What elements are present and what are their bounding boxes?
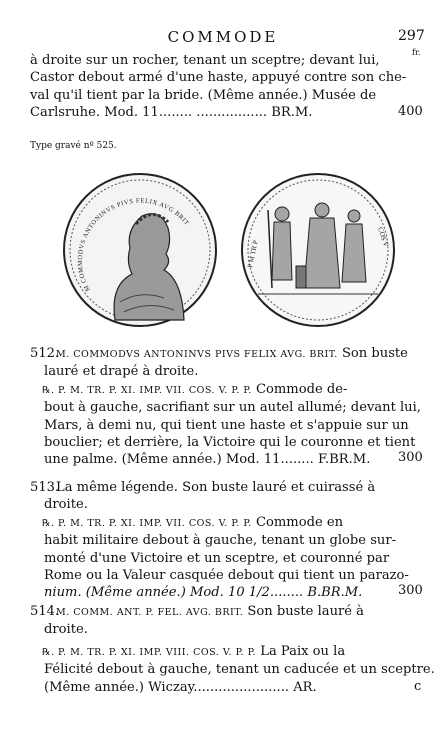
coin-obverse-image <box>60 170 220 330</box>
text-line: une palme. (Même année.) Mod. 11........ F.BR.M. <box>44 452 371 468</box>
reverse-legend: ℞. P. M. TR. P. XI. IMP. VII. COS. V. P. P. <box>42 384 252 396</box>
coin-reverse-legend-left: P M TR P <box>246 239 260 269</box>
entry-number: 512. <box>30 346 60 361</box>
entry-number: 514. <box>30 604 60 619</box>
entry-heading-line: droite. <box>44 497 88 513</box>
coin-reverse-legend-right: COS V <box>376 226 390 248</box>
type-note: Type gravé nº 525. <box>30 141 117 151</box>
entry-heading: Son buste lauré à <box>247 604 364 619</box>
text-line: bouclier; et derrière, la Victoire qui le couronne et tient <box>44 435 416 451</box>
coin-reverse-image <box>238 170 398 330</box>
text-line: Castor debout armé d'une haste, appuyé contre son che- <box>30 70 407 86</box>
entry-heading: Son buste <box>341 346 408 361</box>
price: c <box>414 679 422 694</box>
text-line: Rome ou la Valeur casquée debout qui tient un parazo- <box>44 568 409 584</box>
price: 300 <box>398 583 423 598</box>
catalog-entry-514 <box>30 603 435 696</box>
entry-heading-line: droite. <box>44 622 88 638</box>
text-line: nium. (Même année.) Mod. 10 1/2........ B.BR.M. <box>44 585 363 601</box>
running-head: COMMODE <box>167 28 279 46</box>
entry-heading-line: lauré et drapé à droite. <box>44 364 199 380</box>
entry-heading: La même légende. Son buste lauré et cuirassé à <box>56 480 376 495</box>
text-line: Félicité debout à gauche, tenant un caducée et un sceptre. <box>44 662 435 678</box>
catalog-entry-513 <box>30 479 409 602</box>
coin-obverse-legend: M COMMODVS ANTONINVS PIVS FELIX AVG BRIT <box>76 197 191 293</box>
currency-unit: fr. <box>412 48 421 57</box>
top-entry <box>30 52 407 122</box>
text-line: Carlsruhe. Mod. 11........ ................. BR.M. <box>30 105 313 121</box>
entry-legend: M. COMMODVS ANTONINVS PIVS FELIX AVG. BRIT. <box>56 349 338 360</box>
reverse-legend: ℞. P. M. TR. P. XI. IMP. VIII. COS. V. P. P. <box>42 646 257 658</box>
text-line: monté d'une Victoire et un sceptre, et couronné par <box>44 550 390 566</box>
text-line: à droite sur un rocher, tenant un sceptre; devant lui, <box>30 53 380 68</box>
text-line: val qu'il tient par la bride. (Même année.) Musée de <box>30 87 377 103</box>
text-line: bout à gauche, sacrifiant sur un autel allumé; devant lui, <box>44 400 421 416</box>
price: 300 <box>398 450 423 465</box>
entry-legend: M. COMM. ANT. P. FEL. AVG. BRIT. <box>56 607 244 618</box>
text-line: La Paix ou la <box>260 643 346 659</box>
text-line: Commode en <box>255 514 344 530</box>
price: 400 <box>398 104 423 119</box>
entry-number: 513. <box>30 480 60 495</box>
text-line: habit militaire debout à gauche, tenant un globe sur- <box>44 533 397 549</box>
text-line: Mars, à demi nu, qui tient une haste et s'appuie sur un <box>44 417 409 433</box>
text-line: Commode de- <box>255 381 348 397</box>
page-number: 297 <box>398 28 425 44</box>
reverse-legend: ℞. P. M. TR. P. XI. IMP. VII. COS. V. P. P. <box>42 517 252 529</box>
text-line: (Même année.) Wiczay....................... AR. <box>44 679 317 695</box>
